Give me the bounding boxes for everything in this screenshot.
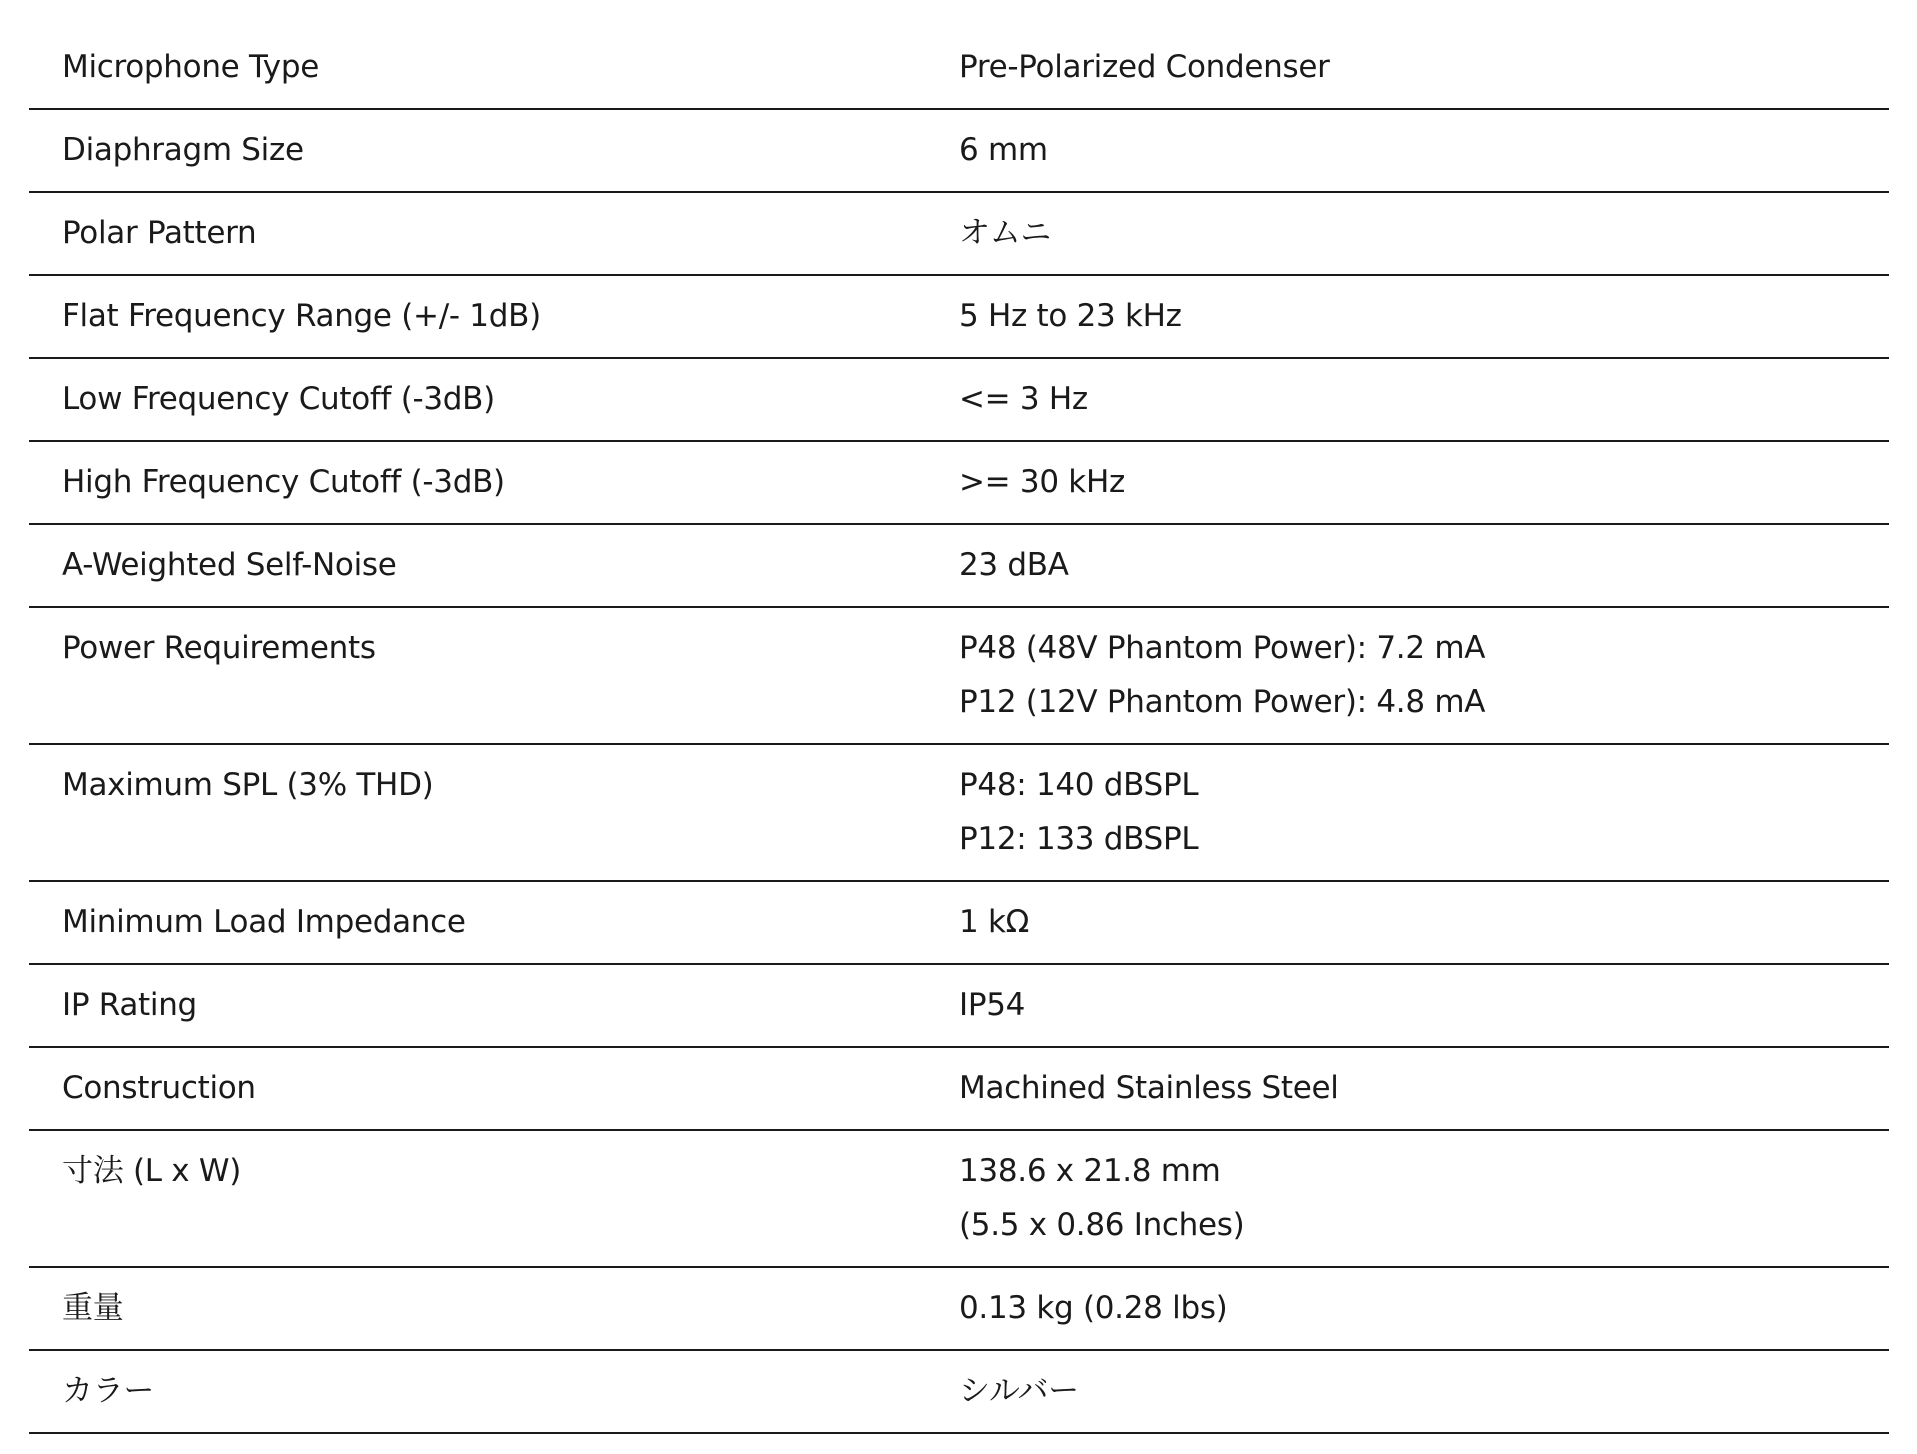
- spec-value-line: P12: 133 dBSPL: [959, 821, 1199, 857]
- spec-value: [959, 745, 1889, 880]
- spec-value: [959, 27, 1889, 108]
- spec-value: [959, 1351, 1889, 1432]
- spec-table: [29, 27, 1889, 1434]
- spec-value-line: 1 kΩ: [959, 904, 1030, 940]
- spec-value: [959, 193, 1889, 274]
- spec-value-line: P12 (12V Phantom Power): 4.8 mA: [959, 684, 1486, 720]
- spec-row-power-requirements: [29, 608, 1889, 745]
- spec-row-ip-rating: [29, 965, 1889, 1048]
- spec-row-color: [29, 1351, 1889, 1434]
- spec-label: Polar Pattern: [62, 215, 257, 251]
- spec-row-maximum-spl: [29, 745, 1889, 882]
- spec-label: Construction: [62, 1070, 256, 1106]
- spec-label: High Frequency Cutoff (-3dB): [62, 464, 505, 500]
- spec-value: [959, 1048, 1889, 1129]
- spec-label: Minimum Load Impedance: [62, 904, 466, 940]
- spec-row-low-frequency-cutoff: [29, 359, 1889, 442]
- spec-value: [959, 965, 1889, 1046]
- spec-value-line: <= 3 Hz: [959, 381, 1088, 417]
- spec-value-line: (5.5 x 0.86 Inches): [959, 1207, 1245, 1243]
- spec-value-line: P48: 140 dBSPL: [959, 767, 1199, 803]
- spec-value-line: 6 mm: [959, 132, 1048, 168]
- spec-value: [959, 882, 1889, 963]
- spec-value-line: IP54: [959, 987, 1026, 1023]
- spec-value-line: オムニ: [959, 215, 1052, 251]
- spec-label: 重量: [62, 1290, 124, 1326]
- spec-value-line: 5 Hz to 23 kHz: [959, 298, 1182, 334]
- spec-value: [959, 1131, 1889, 1266]
- spec-value-line: 138.6 x 21.8 mm: [959, 1153, 1221, 1189]
- spec-row-weight: [29, 1268, 1889, 1351]
- spec-row-construction: [29, 1048, 1889, 1131]
- spec-value: [959, 608, 1889, 743]
- spec-label: カラー: [62, 1373, 155, 1409]
- spec-label: Low Frequency Cutoff (-3dB): [62, 381, 495, 417]
- spec-row-minimum-load-impedance: [29, 882, 1889, 965]
- spec-row-microphone-type: [29, 27, 1889, 110]
- spec-value-line: シルバー: [959, 1373, 1079, 1409]
- spec-label: 寸法 (L x W): [62, 1153, 242, 1189]
- spec-value-line: Pre-Polarized Condenser: [959, 49, 1330, 85]
- spec-value-line: 0.13 kg (0.28 lbs): [959, 1290, 1228, 1326]
- spec-row-high-frequency-cutoff: [29, 442, 1889, 525]
- spec-label: Microphone Type: [62, 49, 320, 85]
- spec-value: [959, 276, 1889, 357]
- spec-value: [959, 359, 1889, 440]
- spec-label: A-Weighted Self-Noise: [62, 547, 397, 583]
- spec-value-line: P48 (48V Phantom Power): 7.2 mA: [959, 630, 1486, 666]
- spec-value-line: 23 dBA: [959, 547, 1069, 583]
- spec-row-polar-pattern: [29, 193, 1889, 276]
- spec-value: [959, 110, 1889, 191]
- spec-value: [959, 442, 1889, 523]
- spec-row-dimensions: [29, 1131, 1889, 1268]
- spec-row-diaphragm-size: [29, 110, 1889, 193]
- spec-label: Diaphragm Size: [62, 132, 304, 168]
- spec-label: Maximum SPL (3% THD): [62, 767, 434, 803]
- spec-label: Flat Frequency Range (+/- 1dB): [62, 298, 541, 334]
- spec-value: [959, 525, 1889, 606]
- spec-value-line: Machined Stainless Steel: [959, 1070, 1339, 1106]
- spec-label: IP Rating: [62, 987, 197, 1023]
- spec-row-self-noise: [29, 525, 1889, 608]
- spec-label: Power Requirements: [62, 630, 376, 666]
- spec-value-line: >= 30 kHz: [959, 464, 1125, 500]
- spec-value: [959, 1268, 1889, 1349]
- spec-row-flat-frequency-range: [29, 276, 1889, 359]
